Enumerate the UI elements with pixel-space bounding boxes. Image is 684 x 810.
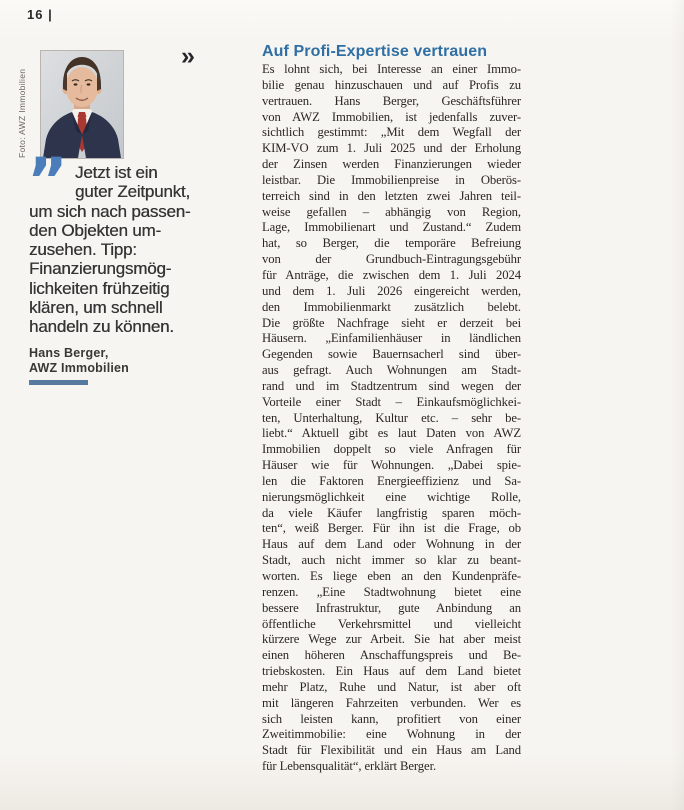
article-line: öffentliche Verkehrsmittel und vielleicht (262, 616, 521, 631)
article-line: Gegenden sowie Bauernsacherl sind über- (262, 347, 521, 362)
article-line: Stadt, auch nicht immer so klar zu beant- (262, 553, 521, 568)
article-line: Häusern. „Einfamilienhäuser in ländlichen (262, 331, 521, 346)
article-line: weise gefallen – abhängig von Region, (262, 204, 521, 219)
article-line: aus gefragt. Auch Wohnungen am Stadt- (262, 363, 521, 378)
pullquote-line: Jetzt ist ein (75, 163, 158, 182)
article-line: Stadt für Flexibilität und ein Haus am Land (262, 743, 521, 758)
article-body (262, 62, 521, 775)
article-line: renzen. „Eine Stadtwohnung bietet eine (262, 584, 521, 599)
article-line: für Lebensqualität“, erklärt Berger. (262, 759, 437, 774)
article-line: triebskosten. Ein Haus auf dem Land bietet (262, 664, 521, 679)
article-line: KIM-VO zum 1. Juli 2025 und der Erholung (262, 141, 521, 156)
photo-credit: Foto: AWZ Immobilien (17, 68, 27, 158)
article-line: Häuser wie für Wohnungen. „Dabei spie- (262, 458, 521, 473)
article-line: sichtlich gestimmt: „Mit dem Wegfall der (262, 125, 521, 140)
article-line: liebt.“ Aktuell gibt es laut Daten von AWZ (262, 426, 521, 441)
article-column (262, 42, 521, 775)
article-line: der Zinsen werden Finanzierungen wieder (262, 157, 521, 172)
article-line: ten, Unterhaltung, Kultur etc. – sehr be- (262, 410, 521, 425)
article-line: kürzere Wege zur Arbeit. Sie hat aber meist (262, 632, 521, 647)
article-line: len die Faktoren Energieeffizienz und Sa- (262, 473, 521, 488)
article-line: Es lohnt sich, bei Interesse an einer Immo- (262, 62, 521, 76)
article-line: rand und im Stadtzentrum sind wegen der (262, 378, 521, 393)
portrait-photo (41, 51, 123, 158)
article-line: hat, so Berger, die temporäre Befreiung (262, 236, 521, 251)
pullquote-line: zusehen. Tipp: (29, 240, 137, 260)
article-line: nierungsmöglichkeit eine wichtige Rolle, (262, 489, 521, 504)
article-line: leistbar. Die Immobilienpreise in Oberös- (262, 172, 521, 187)
article-line: den Immobilienmarkt zusätzlich belebt. (262, 299, 521, 314)
pullquote-lines (29, 202, 234, 337)
quote-icon: ” (27, 144, 68, 217)
pullquote-line: Finanzierungsmög- (29, 259, 172, 279)
pullquote-attribution (29, 346, 129, 375)
article-line: einen höheren Anschaffungspreis und Be- (262, 648, 521, 663)
article-line: vertrauen. Hans Berger, Geschäftsführer (262, 93, 521, 108)
attribution-line: Hans Berger, (29, 346, 109, 360)
article-line: mit längeren Fahrzeiten verbunden. Wer es (262, 695, 521, 710)
article-line: Haus auf dem Land oder Wohnung in der (262, 537, 521, 552)
face (66, 67, 99, 107)
article-line: mehr Platz, Ruhe und Natur, ist aber oft (262, 679, 521, 694)
attribution-rule (29, 380, 88, 385)
article-line: von AWZ Immobilien, ist jedenfalls zuver- (262, 109, 521, 124)
pullquote-line: um sich nach passen- (29, 201, 191, 221)
article-line: und dem 1. Juli 2026 eingereicht werden, (262, 283, 521, 298)
article-line: Zweitimmobilie: eine Wohnung in der (262, 727, 521, 742)
article-line: Lage, Immobilienart und Zustand.“ Zudem (262, 220, 521, 235)
article-line: ten“, weiß Berger. Für ihn ist die Frage, ob (262, 521, 521, 536)
article-line: sich leisten kann, profitiert von einer (262, 711, 521, 726)
pullquote-line: handeln zu können. (29, 317, 174, 337)
article-line: für Anträge, die zwischen dem 1. Juli 2024 (262, 267, 521, 282)
pullquote-line: guter Zeitpunkt, (75, 182, 190, 202)
attribution-line: AWZ Immobilien (29, 360, 130, 375)
pullquote (27, 144, 234, 337)
pullquote-indented-lines (75, 163, 234, 202)
article-line: terreich sind in den letzten zwei Jahren teil- (262, 188, 521, 203)
article-line: bessere Infrastruktur, gute Anbindung an (262, 600, 521, 615)
pullquote-line: lichkeiten frühzeitig (29, 278, 170, 298)
article-line: worten. Es liege eben an den Kundenpräfe- (262, 569, 521, 583)
article-line: Immobilien doppelt so viele Anfragen für (262, 442, 521, 457)
article-line: da viele Käufer langfristig sparen möch- (262, 505, 521, 520)
article-line: bilie genau hinzuschauen und auf Profis zu (262, 77, 521, 92)
continuation-mark-icon: » (181, 42, 195, 70)
article-line: Die größte Nachfrage sieht er derzeit bei (262, 315, 521, 330)
pullquote-line: klären, um schnell (29, 298, 163, 318)
article-line: von der Grundbuch-Eintragungsgebühr (262, 252, 521, 267)
page-number: 16 | (27, 7, 53, 22)
pullquote-line: den Objekten um- (29, 220, 161, 240)
article-line: Vorteile einer Stadt – Einkaufsmöglichkei- (262, 394, 521, 409)
article-headline: Auf Profi-Expertise vertrauen (262, 43, 488, 60)
